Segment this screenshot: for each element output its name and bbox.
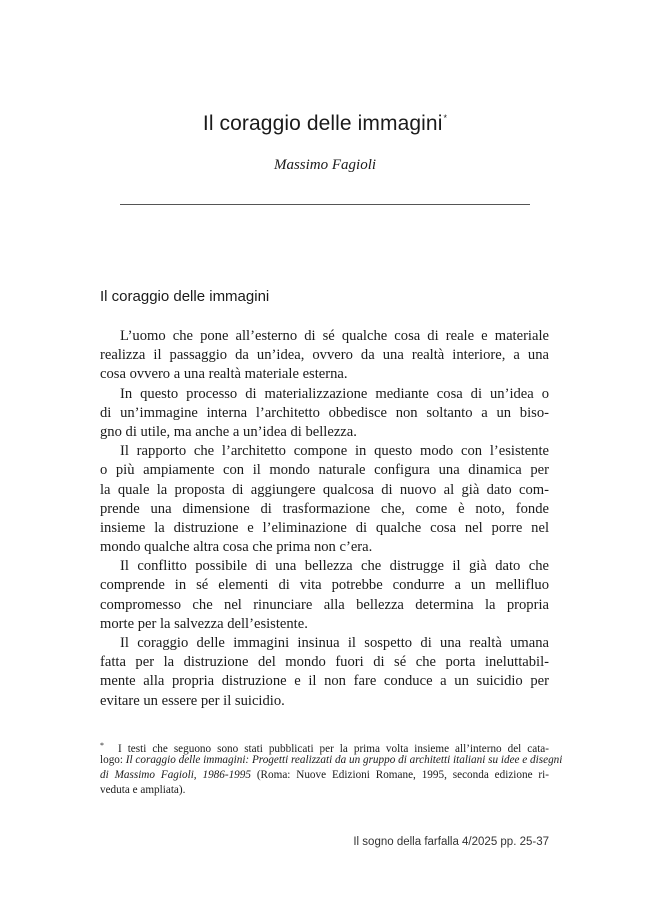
section-heading: Il coraggio delle immagini xyxy=(100,288,270,305)
footnote-text: I testi che seguono sono stati pubblicati per la prima volta insieme all’interno del cata- xyxy=(118,743,549,755)
catalog-title: Il coraggio delle immagini: Progetti realizzati da un gruppo di architetti italiani su idee e disegni xyxy=(125,754,563,766)
footnote-line xyxy=(100,753,563,768)
author-name: Massimo Fagioli xyxy=(273,157,377,173)
catalog-title-cont: di Massimo Fagioli, 1986-1995 xyxy=(100,769,251,781)
text-line: L’uomo che pone all’esterno di sé qualche cosa di reale e materiale xyxy=(120,328,549,344)
footnote-mark: * xyxy=(100,741,104,750)
text-line: mente alla propria distruzione e il non fare conduce a un suicidio per xyxy=(100,673,549,690)
footnote-text: (Roma: Nuove Edizioni Romane, 1995, seconda edizione ri- xyxy=(250,769,549,781)
text-line: mondo qualche altra cosa che prima non c’era. xyxy=(100,539,373,556)
footnote-line xyxy=(100,768,549,783)
article-title xyxy=(0,112,650,136)
text-line: In questo processo di materializzazione mediante cosa di un’idea o xyxy=(120,385,549,402)
text-line: compromesso che nel rinunciare alla bellezza determina la propria xyxy=(100,596,549,613)
title-divider xyxy=(120,204,530,205)
text-line: cosa ovvero a una realtà materiale esterna. xyxy=(100,366,348,383)
text-line: realizza il passaggio da un’idea, ovvero da una realtà interiore, a una xyxy=(100,347,549,364)
text-line: insieme la distruzione e l’eliminazione di qualche cosa nel porre nel xyxy=(100,519,549,536)
footnote-text: logo: xyxy=(100,754,126,766)
text-line: o più ampiamente con il mondo naturale configura una dinamica per xyxy=(100,462,549,479)
text-line: gno di utile, ma anche a un’idea di bellezza. xyxy=(100,423,357,440)
text-line: di un’immagine interna l’architetto obbedisce non soltanto a un biso- xyxy=(100,404,549,421)
text-line: comprende in sé elementi di vita potrebbe condurre a un mellifluo xyxy=(100,577,549,594)
running-footer: Il sogno della farfalla 4/2025 pp. 25-37 xyxy=(353,836,549,848)
body-text xyxy=(100,327,549,711)
text-line: morte per la salvezza dell’esistente. xyxy=(100,615,308,632)
footnote xyxy=(100,738,563,798)
text-line: Il rapporto che l’architetto compone in questo modo con l’esistente xyxy=(120,443,549,460)
footnote-line xyxy=(100,738,549,753)
text-line: evitare un essere per il suicidio. xyxy=(100,692,285,709)
text-line: prende una dimensione di trasformazione che, come è noto, fonde xyxy=(100,500,549,517)
footnote-line: veduta e ampliata). xyxy=(100,784,186,796)
text-line: Il conflitto possibile di una bellezza che distrugge il già dato che xyxy=(120,558,549,575)
text-line: Il coraggio delle immagini insinua il sospetto di una realtà umana xyxy=(120,635,549,651)
title-footnote-mark: * xyxy=(443,113,448,123)
text-line: la quale la proposta di aggiungere qualcosa di nuovo al già dato com- xyxy=(100,481,549,498)
article-title-text: Il coraggio delle immagini xyxy=(202,112,443,135)
text-line: fatta per la distruzione del mondo fuori di sé che porta ineluttabil- xyxy=(100,654,549,671)
